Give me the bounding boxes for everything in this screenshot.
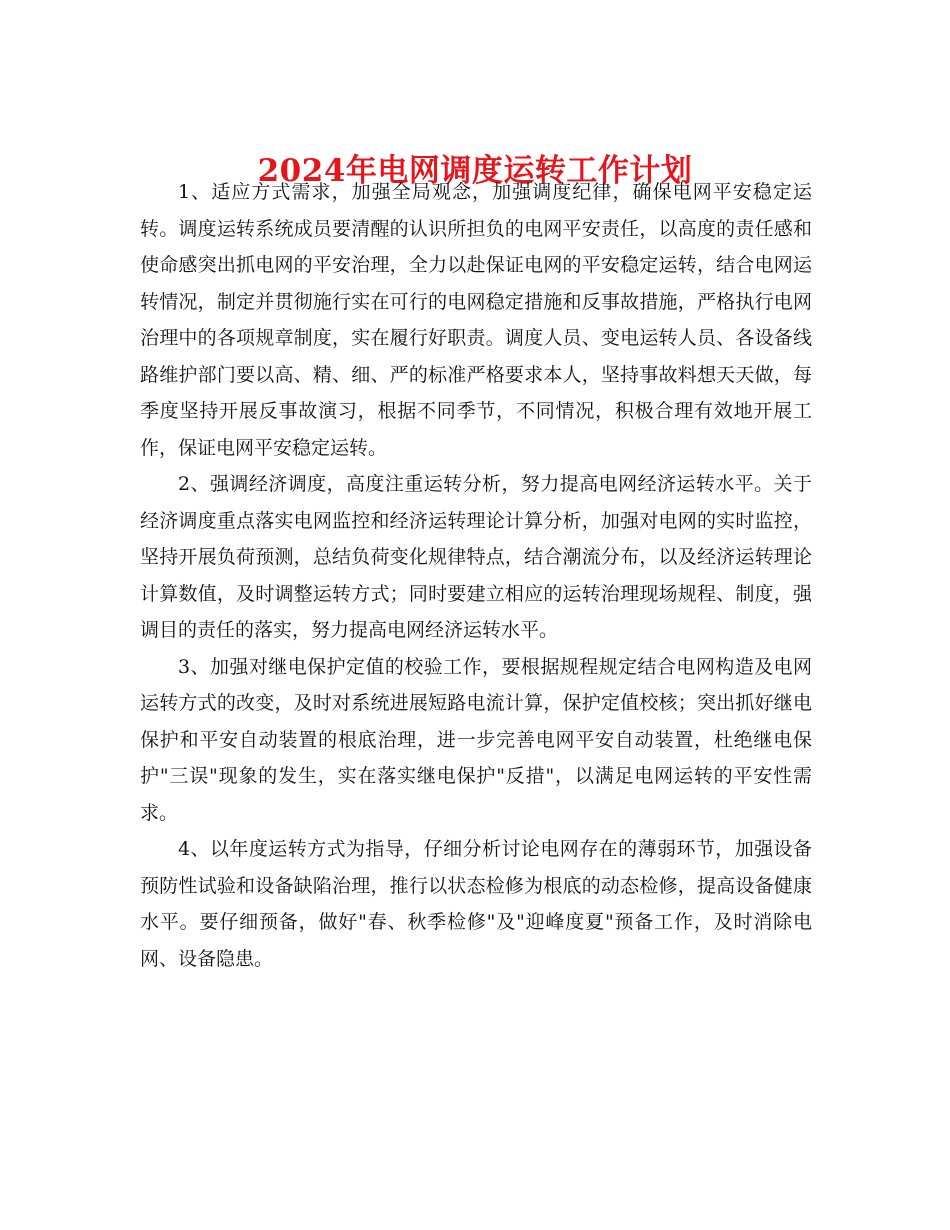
- paragraph-4: 4、以年度运转方式为指导，仔细分析讨论电网存在的薄弱环节，加强设备预防性试验和设备缺陷治理，推行以状态检修为根底的动态检修，提高设备健康水平。要仔细预备，做好"春、秋季检修"及"迎峰度夏"预备工作，及时消除电网、设备隐患。: [140, 838, 812, 970]
- paragraph-3: 3、加强对继电保护定值的校验工作，要根据规程规定结合电网构造及电网运转方式的改变，及时对系统进展短路电流计算，保护定值校核；突出抓好继电保护和平安自动装置的根底治理，进一步完善电网平安自动装置，杜绝继电保护"三误"现象的发生，实在落实继电保护"反措"，以满足电网运转的平安性需求。: [140, 655, 812, 824]
- document-title: 2024年电网调度运转工作计划: [257, 152, 693, 189]
- paragraph-2: 2、强调经济调度，高度注重运转分析，努力提高电网经济运转水平。关于经济调度重点落实电网监控和经济运转理论计算分析，加强对电网的实时监控，坚持开展负荷预测，总结负荷变化规律特点，结合潮流分布，以及经济运转理论计算数值，及时调整运转方式；同时要建立相应的运转治理现场规程、制度，强调目的责任的落实，努力提高电网经济运转水平。: [140, 473, 812, 641]
- paragraph-1: 1、适应方式需求，加强全局观念，加强调度纪律，确保电网平安稳定运转。调度运转系统成员要清醒的认识所担负的电网平安责任，以高度的责任感和使命感突出抓电网的平安治理，全力以赴保证电网的平安稳定运转，结合电网运转情况，制定并贯彻施行实在可行的电网稳定措施和反事故措施，严格执行电网治理中的各项规章制度，实在履行好职责。调度人员、变电运转人员、各设备线路维护部门要以高、精、细、严的标准严格要求本人，坚持事故料想天天做，每季度坚持开展反事故演习，根据不同季节，不同情况，积极合理有效地开展工作，保证电网平安稳定运转。: [140, 181, 812, 459]
- document-body: [140, 174, 812, 977]
